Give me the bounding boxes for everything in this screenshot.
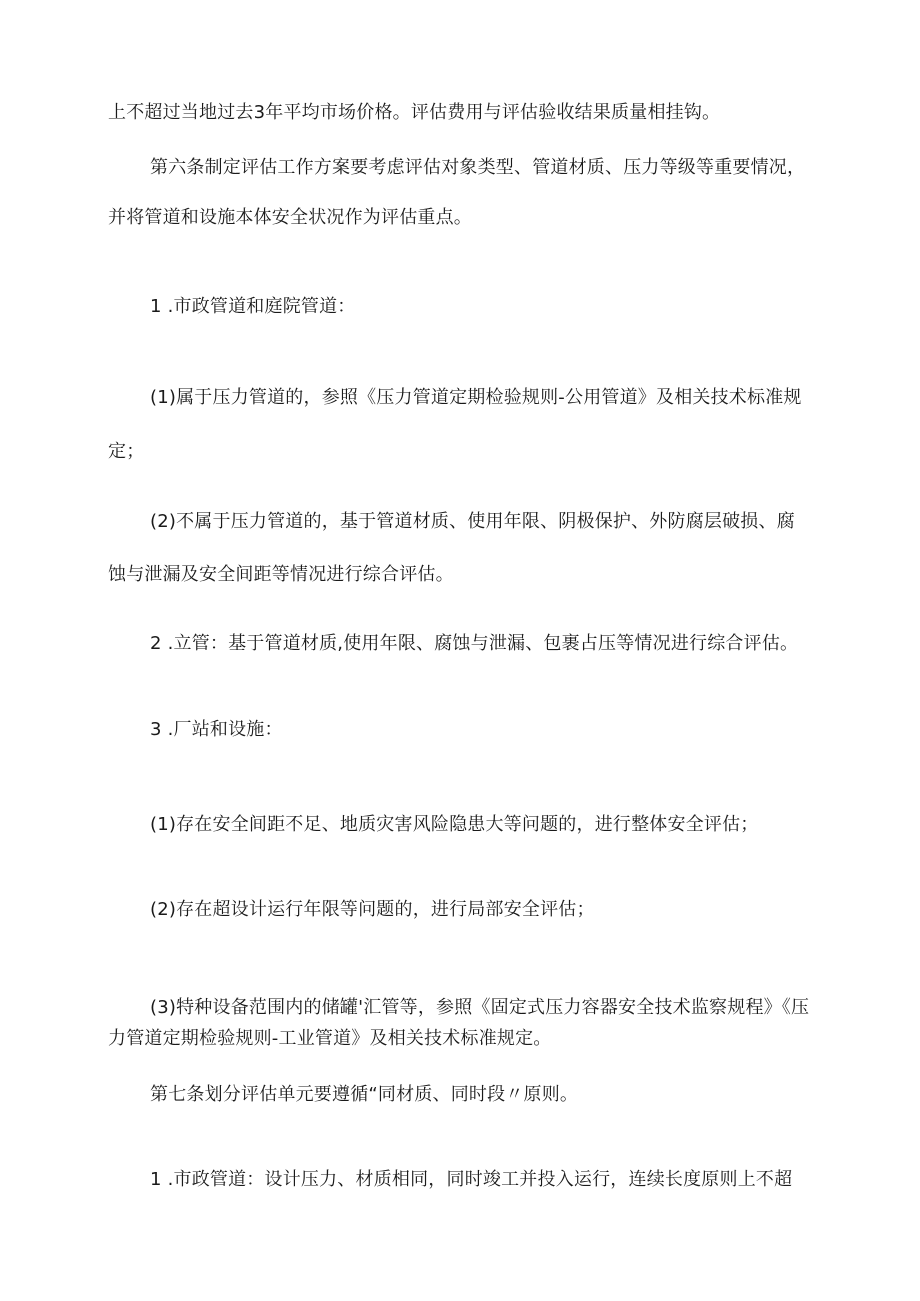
text-line-15: 第七条划分评估单元要遵循“同材质、同时段〃原则。 — [150, 1084, 579, 1105]
text-line-4: 1 .市政管道和庭院管道： — [150, 296, 356, 317]
text-line-3: 并将管道和设施本体安全状况作为评估重点。 — [108, 207, 472, 228]
text-line-2: 第六条制定评估工作方案要考虑评估对象类型、管道材质、压力等级等重要情况， — [150, 157, 806, 178]
text-line-13: (3)特种设备范围内的储罐'汇管等，参照《固定式压力容器安全技术监察规程》《压 — [150, 997, 810, 1018]
text-line-14: 力管道定期检验规则-工业管道》及相关技术标准规定。 — [108, 1028, 552, 1049]
text-line-8: 蚀与泄漏及安全间距等情况进行综合评估。 — [108, 564, 454, 585]
text-line-7: (2)不属于压力管道的，基于管道材质、使用年限、阴极保护、外防腐层破损、腐 — [150, 511, 795, 532]
text-line-11: (1)存在安全间距不足、地质灾害风险隐患大等问题的，进行整体安全评估； — [150, 814, 759, 835]
text-line-16: 1 .市政管道：设计压力、材质相同，同时竣工并投入运行，连续长度原则上不超 — [150, 1169, 793, 1190]
text-line-1: 上不超过当地过去3年平均市场价格。评估费用与评估验收结果质量相挂钩。 — [108, 102, 721, 123]
text-line-12: (2)存在超设计运行年限等问题的，进行局部安全评估； — [150, 899, 595, 920]
text-line-10: 3 .厂站和设施： — [150, 719, 283, 740]
text-line-6: 定； — [108, 441, 145, 462]
text-line-9: 2 .立管：基于管道材质,使用年限、腐蚀与泄漏、包裹占压等情况进行综合评估。 — [150, 633, 799, 654]
text-line-5: (1)属于压力管道的，参照《压力管道定期检验规则-公用管道》及相关技术标准规 — [150, 387, 802, 408]
